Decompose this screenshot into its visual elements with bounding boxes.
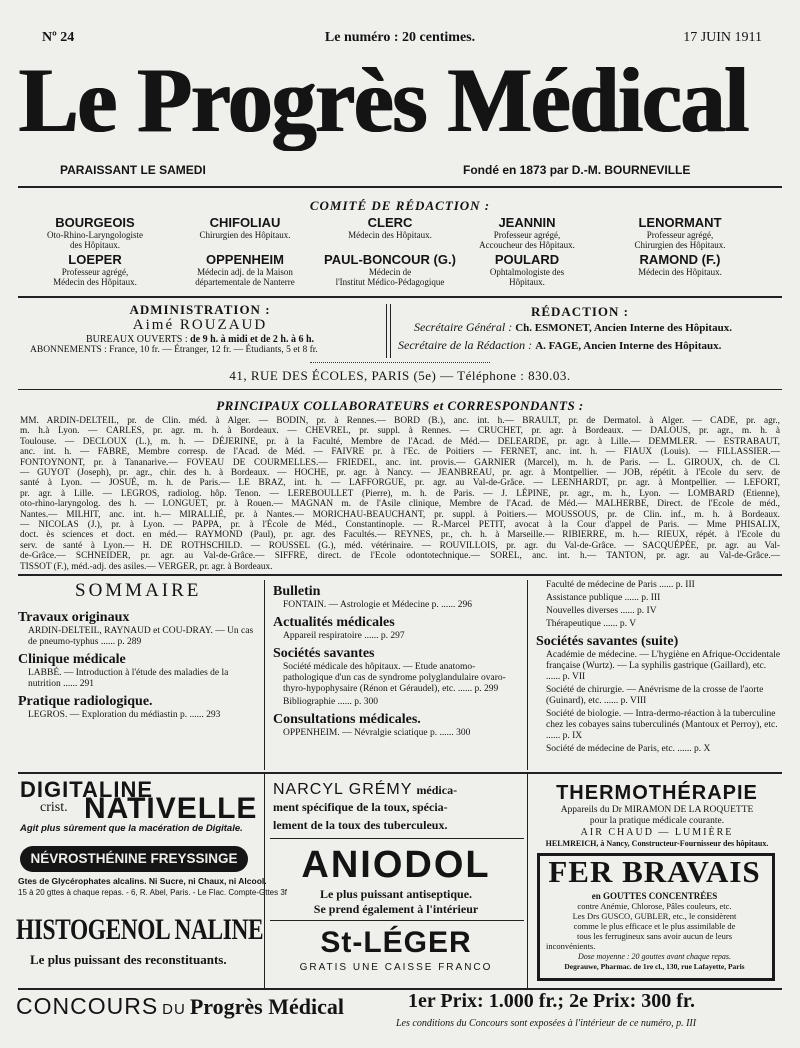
secretary-general	[414, 320, 780, 335]
collaborators-line: de-Grâce.— SCHNEIDER, pr. agr. au Val-de-Grâce.— SIFFRE, direct. de l'Ecole odontotechnique.— SOREL, anc. int. h.— TANTON, pr. agr. au Val-de-Grâce.—	[20, 551, 780, 562]
ad-aniodol-line2: Se prend également à l'intérieur	[313, 902, 479, 916]
sommaire-entry-text: FONTAIN. — Astrologie et Médecine p.	[283, 600, 439, 610]
sommaire-entry	[18, 668, 256, 690]
sommaire-leader-dots: ......	[187, 710, 207, 720]
address-line: 41, RUE DES ÉCOLES, PARIS (5e) — Téléphone : 830.03.	[229, 368, 571, 383]
sommaire-column-1	[18, 606, 256, 723]
sommaire-section: Actualités médicales	[273, 615, 395, 630]
issue-date: 17 JUIN 1911	[683, 30, 762, 45]
sommaire-leader-dots: ......	[656, 580, 676, 590]
sommaire-entry-page: p. 299	[474, 684, 499, 694]
ad-digitaline-brand: NATIVELLE	[84, 792, 258, 825]
contest-left	[16, 993, 344, 1020]
committee-member	[595, 216, 765, 250]
ad-narcyl-line3: lement de la toux des tuberculeux.	[273, 818, 448, 832]
sommaire-leader-dots: ......	[455, 684, 475, 694]
ad-histogenol-box	[16, 910, 266, 950]
ad-fer-line2: contre Anémie, Chlorose, Pâles couleurs, etc.	[577, 901, 732, 911]
ad-fer-line4: comme le plus efficace et le plus assimilable de	[573, 921, 736, 931]
sommaire-entry	[273, 631, 519, 642]
ad-fer-title-box	[540, 854, 769, 890]
collaborators-line: santé à Lyon. — JOSUÉ, m. h. de Paris.— LE BRAZ, int. h. — LAFFORGUE, pr. agr. au Val-de-Grâce. — LEENHARDT, pr. agr. à Montpellier. — LEFORT,	[20, 478, 780, 489]
sommaire-leader-dots: ......	[600, 619, 620, 629]
founded-line: Fondé en 1873 par D.-M. BOURNEVILLE	[463, 163, 691, 177]
committee-member-title-2: Accoucheur des Hôpitaux.	[479, 240, 575, 250]
ad-nevrosthenine-line1: Gtes de Glycérophates alcalins. Ni Sucre, ni Chaux, ni Alcool.	[18, 876, 267, 886]
committee-member-name: BOURGEOIS	[55, 215, 135, 230]
committee-member	[442, 253, 612, 287]
sommaire-section: Clinique médicale	[18, 652, 126, 667]
committee-member-title: Médecin des Hôpitaux.	[348, 230, 432, 240]
ad-fer-line7: Dose moyenne : 20 gouttes avant chaque repas.	[578, 952, 731, 961]
administration-heading: ADMINISTRATION :	[129, 302, 271, 317]
sommaire-entry-text: Société de biologie. — Intra-dermo-réaction à la tuberculine chez les cobayes sains tuberculinés (Mantoux et Perroy), etc.	[546, 709, 778, 730]
ad-fer-title: FER BRAVAIS	[548, 854, 761, 889]
sommaire-entry-text: Bibliographie	[283, 697, 336, 707]
sommaire-entry	[536, 580, 782, 591]
sommaire-entry	[536, 650, 782, 683]
committee-member-title: Médecin des Hôpitaux.	[638, 267, 722, 277]
sommaire-entry-text: Nouvelles diverses	[546, 606, 619, 616]
administrator-name: Aimé ROUZAUD	[132, 317, 268, 333]
sommaire-entry-page: 296	[457, 600, 472, 610]
contest-note: Les conditions du Concours sont exposées à l'intérieur de ce numéro, p. III	[396, 1018, 697, 1029]
subscriptions-label: ABONNEMENTS :	[30, 345, 107, 355]
committee-member-title: Professeur agrégé,	[61, 267, 129, 277]
ad-thermo-line4: HELMREICH, à Nancy, Constructeur-Fournisseur des hôpitaux.	[545, 839, 769, 848]
sommaire-section: Pratique radiologique.	[18, 694, 153, 709]
sommaire-divider-2	[527, 580, 528, 770]
sommaire-entry	[536, 709, 782, 742]
sommaire-column-3	[536, 580, 782, 757]
sommaire-rule	[18, 772, 782, 774]
ad-thermo-line2: pour la pratique médicale courante.	[589, 816, 725, 826]
committee-member-name: OPPENHEIM	[205, 252, 284, 267]
sommaire-leader-dots: ......	[437, 728, 457, 738]
ad-nevrosthenine-banner: NÉVROSTHÉNINE FREYSSINGE	[20, 846, 248, 872]
sommaire-entry	[273, 600, 519, 611]
sommaire-entry	[273, 662, 519, 695]
collaborators-line: doct. ès sciences et doct. en méd.— RAYMOND (Paul), pr. agr. des Facultés.— REYNES, pr., ch. h. à Marseille.— RIBIERRE, m. h.— RIEUX, répét. à l'Ecole du	[20, 530, 780, 541]
admin-divider-b	[390, 304, 391, 358]
committee-member-title: Ophtalmologiste des	[489, 267, 565, 277]
committee-member-title: Médecin adj. de la Maison	[197, 267, 293, 277]
masthead-rule	[18, 186, 782, 188]
contest-du: DU	[162, 1001, 186, 1018]
sommaire-entry-text: Thérapeutique	[546, 619, 601, 629]
sommaire-entry-text: ARDIN-DELTEIL, RAYNAUD et COU-DRAY. — Un cas de pneumo-typhus	[28, 626, 254, 647]
sommaire-entry-page: p. III	[675, 580, 695, 590]
committee-member-title-2: Hôpitaux.	[509, 277, 545, 287]
subscriptions	[30, 345, 370, 355]
secretary-general-value: Ch. ESMONET, Ancien Interne des Hôpitaux.	[515, 322, 732, 334]
newspaper-title-box	[18, 48, 782, 152]
committee-rule	[18, 296, 782, 298]
sommaire-entry	[536, 619, 782, 630]
collaborators-line: serv. de santé à Lyon.— H. DE ROTHSCHILD. — ROUSSEL (G.), méd. vétérinaire. — ROUVILLOIS, pr. agr. du Val-de-Grâce. — SACQUÉPÉE, pr. agr. au Val-	[20, 540, 780, 551]
committee-member	[442, 216, 612, 250]
sommaire-entry-page: p. IV	[637, 606, 657, 616]
ad-nevrosthenine-line2: 15 à 20 gttes à chaque repas. - 6, R. Abel, Paris. - Le Flac. Compte-Gttes 3f	[18, 888, 288, 897]
sommaire-entry-page: p. X	[694, 744, 711, 754]
sommaire-leader-dots: ......	[361, 631, 381, 641]
newspaper-title: Le Progrès Médical	[18, 49, 748, 151]
ornament-rule	[310, 362, 490, 363]
sommaire-entry-page: p. III	[641, 593, 661, 603]
ad-digitaline-slogan: Agit plus sûrement que la macération de Digitale.	[20, 823, 243, 834]
sommaire-leader-dots: ......	[622, 593, 642, 603]
committee-member	[10, 216, 180, 250]
committee-member-title: Chirurgien des Hôpitaux.	[199, 230, 291, 240]
ad-narcyl-line1	[273, 781, 523, 799]
sommaire-leader-dots: ......	[546, 672, 563, 682]
admin-divider-a	[386, 304, 387, 358]
ad-histogenol-sub: Le plus puissant des reconstituants.	[30, 952, 227, 967]
committee-member-title-2: Chirurgien des Hôpitaux.	[634, 240, 726, 250]
sommaire-entry-text: LEGROS. — Exploration du médiastin p.	[28, 710, 188, 720]
sommaire-entry-page: p. 289	[117, 637, 142, 647]
collaborators-heading: PRINCIPAUX COLLABORATEURS et CORRESPONDANTS :	[216, 398, 584, 413]
ad-narcyl-l1b: médica-	[416, 783, 458, 797]
committee-member-title: Professeur agrégé,	[493, 230, 561, 240]
secretary-redaction	[398, 338, 782, 353]
ad-stleger-sub: GRATIS UNE CAISSE FRANCO	[299, 962, 493, 973]
committee-member-name: JEANNIN	[498, 215, 556, 230]
contest-word: CONCOURS	[16, 993, 159, 1019]
sommaire-leader-dots: ......	[98, 637, 118, 647]
committee-member	[10, 253, 180, 287]
committee-heading: COMITÉ DE RÉDACTION :	[309, 198, 491, 213]
ad-fer-line5: tous les ferrugineux sans avoir aucun de leurs	[576, 931, 733, 941]
sommaire-entry-page: 291	[79, 679, 94, 689]
sommaire-entry	[536, 685, 782, 707]
sommaire-leader-dots: ......	[675, 744, 694, 754]
ad-histogenol-title: HISTOGENOL NALINE	[16, 913, 264, 946]
collaborators-line: oto-rhino-laryngolog. des h. — LONGUET, pr. à Rouen.— MAGNAN m. de l'Asile clinique, Membre de l'Acad. de Méd.— MALHERBE, Direct. de l'Ecole de méd.,	[20, 499, 780, 510]
sommaire-entry-page: p. IX	[562, 731, 583, 741]
address-rule	[18, 389, 782, 390]
secretary-redaction-value: A. FAGE, Ancien Interne des Hôpitaux.	[535, 340, 722, 352]
sommaire-divider-1	[264, 580, 265, 770]
sommaire-section: Travaux originaux	[18, 610, 130, 625]
sommaire-entry-text: Assistance publique	[546, 593, 623, 603]
ad-thermo-line1: Appareils du Dr MIRAMON DE LA ROQUETTE	[560, 805, 754, 815]
secretary-redaction-label: Secrétaire de la Rédaction :	[398, 338, 533, 352]
ad-aniodol-rule	[270, 920, 524, 921]
ad-fer-line3: Les Drs GUSCO, GUBLER, etc., le considèrent	[572, 911, 737, 921]
sommaire-entry	[536, 606, 782, 617]
committee-member-title-2: Médecin des Hôpitaux.	[53, 277, 137, 287]
collaborators-list	[20, 416, 780, 572]
sommaire-entry-page: 300	[456, 728, 471, 738]
contest-prizes	[408, 990, 695, 1013]
collaborators-line: m. h.à Lyon. — CARLES, pr. agr. m. h. à Bordeaux. — CHEVREL, pr. suppl. à Rennes. — CRUCHET, pr. agr. à Bordeaux. — DALOUS, pr. agr., m. h. à	[20, 426, 780, 437]
sommaire-entry	[536, 744, 782, 755]
committee-member-name: LENORMANT	[638, 215, 722, 230]
sommaire-section: Consultations médicales.	[273, 712, 421, 727]
ad-narcyl-brand: NARCYL GRÉMY	[273, 781, 413, 798]
sommaire-entry-text: OPPENHEIM. — Névralgie sciatique p.	[283, 728, 438, 738]
committee-member-name: CLERC	[367, 215, 413, 230]
ads-divider-2	[527, 774, 528, 988]
sommaire-entry-page: p. 300	[354, 697, 378, 707]
collaborators-line: Nantes.— MILHIT, anc. int. h.— MIRALLIÉ, pr. à Nantes.— MORICHAU-BEAUCHANT, pr. suppl. à Poitiers.— MOUSSOUS, pr. de Clin. inf., m. h. à Bordeaux.	[20, 509, 780, 520]
ad-digitaline-crist: crist.	[40, 800, 68, 815]
sommaire-entry-page: p. VIII	[620, 696, 647, 706]
committee-member-title-2: l'Institut Médico-Pédagogique	[335, 277, 445, 287]
issue-price: Le numéro : 20 centimes.	[324, 30, 476, 45]
office-hours-value: de 9 h. à midi et de 2 h. à 6 h.	[190, 334, 315, 345]
collaborators-line: anc. int. h. — FABRE, Membre corresp. de l'Acad. de Méd. — FAIVRE pr. à l'Ec. de Poitiers — FERNET, anc. int. h. — FIAUX (Louis). — FILLASSIER.—	[20, 447, 780, 458]
redaction-heading: RÉDACTION :	[530, 304, 630, 319]
committee-grid	[20, 216, 780, 290]
ad-fer-line8: Degrauwe, Pharmac. de 1re cl., 130, rue Lafayette, Paris	[564, 962, 745, 971]
sommaire-entry	[18, 626, 256, 648]
collaborators-line: — GUYOT (Joseph), pr. agr., chir. des h. à Bordeaux. — HOCHE, pr. agr. à Nancy. — JEANBREAU, pr. agr. à Montpellier. — JOB, répétit. à l'Ecole du serv. de	[20, 468, 780, 479]
sommaire-entry	[18, 710, 256, 721]
sommaire-entry-page: 293	[206, 710, 221, 720]
committee-member-name: PAUL-BONCOUR (G.)	[324, 252, 456, 267]
ad-narcyl-line2: ment spécifique de la toux, spécia-	[273, 800, 448, 814]
contest-publication: Progrès Médical	[189, 994, 344, 1019]
sommaire-entry-text: Société médicale des hôpitaux. — Etude anatomo-pathologique d'un cas de syndrome polyglandulaire ovaro-thyro-hypophysaire (Rénon et Géraudel), etc.	[283, 662, 506, 694]
committee-member	[595, 253, 765, 277]
ad-fer-line1: en GOUTTES CONCENTRÉES	[591, 891, 718, 901]
sommaire-entry-text: Appareil respiratoire	[283, 631, 362, 641]
collaborators-line: TISSOT (F.), méd.-adj. des asiles.— VERGER, pr. agr. à Bordeaux.	[20, 561, 273, 572]
collaborators-line: Toulouse. — DECLOUX (L.), m. h. — DÉJERINE, pr. à la Faculté, Membre de l'Acad. de Méd.— DELEARDE, pr. agr. à Lille.— DEMMLER. — ESTRABAUT,	[20, 436, 780, 447]
sommaire-leader-dots: ......	[601, 696, 621, 706]
committee-member-title: Médecin de	[368, 267, 412, 277]
publication-frequency: PARAISSANT LE SAMEDI	[60, 163, 206, 177]
secretary-general-label: Secrétaire Général :	[414, 320, 513, 334]
sommaire-entry-page: p. V	[619, 619, 637, 629]
issue-number: Nº 24	[42, 30, 75, 45]
collaborators-line: FONTOYNONT, pr. à Tananarive.— FOVEAU DE COURMELLES.— FRIEDEL, anc. int. provis.— GARNIER (Marcel), m. h. de Paris. — L. GIROUX, ch. de Cl.	[20, 457, 780, 468]
ad-thermo-line3: AIR CHAUD — LUMIÈRE	[580, 827, 734, 838]
committee-member-name: RAMOND (F.)	[639, 252, 721, 267]
sommaire-entry-page: p. VII	[562, 672, 586, 682]
sommaire-section: Sociétés savantes	[273, 646, 375, 661]
ad-narcyl-rule	[270, 838, 524, 839]
committee-member-name: CHIFOLIAU	[209, 215, 281, 230]
committee-member-name: LOEPER	[68, 252, 122, 267]
sommaire-entry-text: Société de médecine de Paris, etc.	[546, 744, 675, 754]
sommaire-leader-dots: ......	[60, 679, 80, 689]
ad-aniodol-title: ANIODOL	[301, 844, 491, 886]
committee-member-title-2: départementale de Nanterre	[195, 277, 295, 287]
committee-member-name: POULARD	[494, 252, 560, 267]
sommaire-entry-text: Faculté de médecine de Paris	[546, 580, 657, 590]
contest-prize-1: 1er Prix: 1.000 fr.;	[408, 990, 565, 1012]
collaborators-line: — NICOLAS (J.), pr. à Lyon. — PAPPA, pr. à l'École de Méd., Constantinople. — R.-Marcel PETIT, avocat à la Cour d'appel de Paris. — Mme PHISALIX,	[20, 520, 780, 531]
sommaire-leader-dots: ......	[618, 606, 638, 616]
ad-stleger-title: St-LÉGER	[320, 926, 472, 959]
sommaire-entry	[273, 697, 519, 708]
ad-aniodol-line1: Le plus puissant antiseptique.	[319, 887, 473, 901]
sommaire-entry	[273, 728, 519, 739]
committee-member-title: Professeur agrégé,	[646, 230, 714, 240]
sommaire-entry	[536, 593, 782, 604]
ad-fer-line6: inconvénients.	[546, 941, 596, 951]
collaborators-rule	[18, 574, 782, 576]
collaborators-line: pr. agr. à Lille. — LEGROS, radiolog. hôp. Tenon. — LEREBOULLET (Pierre), m. h. de Paris. — J. LÉPINE, pr. agr., m. h., Lyon. — LOMBARD (Etienne),	[20, 488, 780, 499]
committee-member-title-2: des Hôpitaux.	[70, 240, 120, 250]
ad-thermo-title: THERMOTHÉRAPIE	[556, 782, 758, 804]
ad-digitaline-title: DIGITALINE	[20, 777, 154, 802]
sommaire-entry-text: LABBÉ. — Introduction à l'étude des maladies de la nutrition	[28, 668, 229, 689]
subscriptions-value: France, 10 fr. — Étranger, 12 fr. — Étudiants, 5 et 8 fr.	[109, 345, 318, 355]
sommaire-column-2	[273, 580, 519, 741]
sommaire-entry-text: Société de chirurgie. — Anévrisme de la crosse de l'aorte (Guinard), etc.	[546, 685, 764, 706]
sommaire-entry-page: p. 297	[380, 631, 405, 641]
committee-member-title: Oto-Rhino-Laryngologiste	[47, 230, 143, 240]
sommaire-section: Sociétés savantes (suite)	[536, 634, 679, 649]
office-hours	[40, 334, 360, 345]
office-hours-label: BUREAUX OUVERTS :	[85, 334, 188, 345]
collaborators-line: MM. ARDIN-DELTEIL, pr. de Clin. méd. à Alger. — BODIN, pr. à Rennes.— BORD (B.), anc. int. h.— BRAULT, pr. de Dermatol. à Alger. — CADE, pr. agr.,	[20, 416, 780, 426]
sommaire-section: Bulletin	[273, 584, 321, 599]
sommaire-leader-dots: ......	[335, 697, 355, 707]
ads-divider-1	[264, 774, 265, 988]
contest-prize-2: 2e Prix: 300 fr.	[569, 990, 695, 1012]
sommaire-entry-text: Académie de médecine. — L'hygiène en Afrique-Occidentale française (Wurtz). — La syphilis gastrique (Gaillard), etc.	[546, 650, 781, 671]
sommaire-leader-dots: ......	[546, 731, 563, 741]
sommaire-leader-dots: ......	[438, 600, 458, 610]
sommaire-heading: SOMMAIRE	[75, 580, 202, 601]
